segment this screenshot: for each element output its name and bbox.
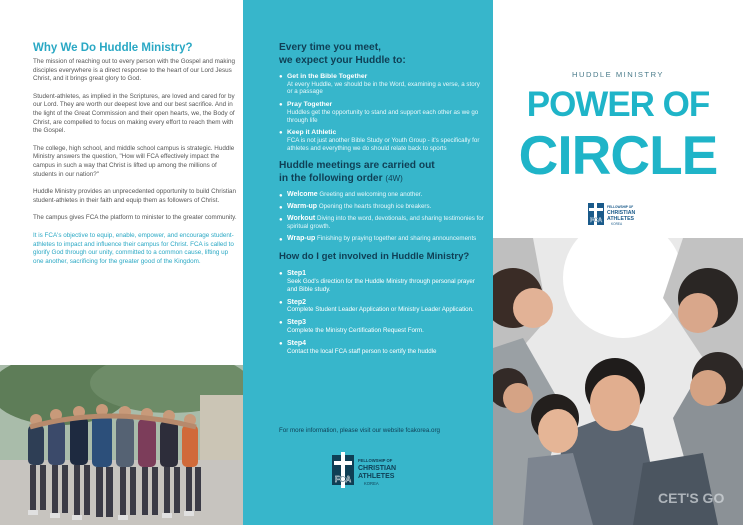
step-body: Complete Student Leader Application or Ministry Leader Application.	[287, 306, 474, 314]
item-body: FCA is not just another Bible Study or Youth Group - it's specifically for athletes and everything we do should relate back to sports	[287, 136, 480, 152]
heading-line: we expect your Huddle to:	[279, 54, 406, 66]
item-body: Diving into the word, devotionals, and sharing testimonies for spiritual growth.	[287, 215, 484, 231]
list-item	[279, 235, 484, 243]
step-body: Seek God's direction for the Huddle Ministry through personal prayer and Bible study.	[287, 277, 475, 293]
bullet-icon: ●	[279, 320, 283, 327]
bullet-icon: ●	[279, 193, 283, 200]
step-body: Complete the Ministry Certification Request Form.	[287, 327, 424, 335]
list-item	[279, 340, 484, 356]
step-body: Contact the local FCA staff person to certify the huddle	[287, 348, 437, 356]
item-title: Warm-up	[287, 203, 318, 211]
bullet-icon: ●	[279, 102, 283, 109]
bullet-icon: ●	[279, 205, 283, 212]
item-body: Huddles get the opportunity to stand and support each other as we go through life	[287, 108, 479, 124]
huddle-circle-photo	[0, 365, 243, 525]
step-title: Step4	[287, 340, 307, 348]
list-item	[279, 203, 484, 211]
logo-line: CHRISTIAN	[358, 465, 397, 472]
paragraph: The college, high school, and middle school campus is strategic. Huddle Ministry answers the question, "How will FCA effectively impact the campus in such a way that Christ is lifted up among the millions of students in our nation?"	[33, 144, 235, 178]
why-text-block	[33, 42, 238, 275]
list-item	[279, 215, 484, 231]
logo-line: KOREA	[611, 222, 623, 226]
heading-line: Huddle meetings are carried out	[279, 160, 435, 172]
logo-mark: FCA	[334, 475, 352, 484]
list-item	[279, 299, 484, 315]
list-item	[279, 319, 484, 335]
bullet-icon: ●	[279, 299, 283, 306]
item-body: Finishing by praying together and sharing announcements	[317, 235, 477, 243]
item-title: Get in the Bible Together	[287, 73, 368, 80]
item-title: Workout	[287, 215, 316, 223]
steps-list	[279, 270, 484, 356]
logo-line: ATHLETES	[607, 216, 634, 222]
item-body: Greeting and welcoming one another.	[319, 191, 423, 199]
bullet-icon: ●	[279, 270, 283, 277]
list-item	[279, 191, 484, 199]
item-title: Welcome	[287, 191, 318, 199]
shirt-print: CET'S GO	[658, 490, 725, 506]
cover-panel	[493, 0, 743, 525]
order-list	[279, 191, 484, 243]
heading-line: Every time you meet,	[279, 42, 381, 53]
logo-line: FELLOWSHIP OF	[607, 205, 634, 209]
heading-suffix: (4W)	[385, 173, 403, 183]
huddle-lowangle-photo	[493, 238, 743, 525]
cover-subtitle: HUDDLE MINISTRY	[572, 70, 664, 79]
heading-line: in the following order	[279, 172, 383, 184]
bullet-icon: ●	[279, 74, 283, 80]
item-title: Wrap-up	[287, 235, 316, 243]
logo-line: KOREA	[364, 481, 379, 486]
more-info-link[interactable]: For more information, please visit our website fcakorea.org	[279, 427, 440, 434]
list-item	[279, 73, 484, 96]
step-title: Step3	[287, 319, 307, 327]
item-title: Pray Together	[287, 101, 333, 109]
paragraph: The mission of reaching out to every person with the Gospel and making disciples everywhere is a direct response to the heart of our Lord Jesus Christ, and it brings great glory to God.	[33, 58, 235, 83]
logo-line: ATHLETES	[358, 473, 395, 480]
fca-logo	[586, 201, 656, 227]
bullet-icon: ●	[279, 130, 283, 137]
logo-mark: FCA	[589, 218, 603, 224]
bullet-icon: ●	[279, 237, 283, 244]
logo-line: FELLOWSHIP OF	[358, 458, 393, 463]
bullet-icon: ●	[279, 341, 283, 348]
cover-title-line1: POWER OF	[526, 85, 710, 124]
paragraph: The campus gives FCA the platform to minister to the greater community.	[33, 214, 237, 222]
item-body: At every Huddle, we should be in the Word, examining a verse, a story or a passage	[287, 80, 480, 96]
list-item	[279, 101, 484, 124]
huddle-guide	[279, 42, 484, 361]
item-title: Keep it Athletic	[287, 129, 337, 137]
list-item	[279, 270, 484, 294]
cover-title-line2: CIRCLE	[518, 124, 718, 186]
fca-logo	[330, 451, 410, 491]
involvement-heading: How do I get involved in Huddle Ministry?	[279, 251, 470, 263]
expectations-list	[279, 73, 484, 152]
paragraph: Student-athletes, as implied in the Scriptures, are loved and cared for by our Lord. They are worth our deepest love and our best sacrifice. And in the light of the Great Commission and their open hearts, we, the Body of Christ, are compelled to focus on making every effort to reach them with the Gospel.	[33, 92, 235, 135]
expectations-heading	[279, 42, 484, 67]
logo-line: CHRISTIAN	[607, 210, 636, 216]
left-panel	[0, 0, 243, 525]
objective-highlight: It is FCA's objective to equip, enable, empower, and encourage student-athletes to impact and influence their campus for Christ. FCA is called to glorify God through our unity, committed to a common cause, lifting up one another, sacrificing for the greater good of the Kingdom.	[33, 231, 234, 265]
list-item	[279, 129, 484, 152]
middle-panel	[243, 0, 493, 525]
why-heading: Why We Do Huddle Ministry?	[33, 42, 193, 54]
step-title: Step2	[287, 298, 307, 306]
paragraph: Huddle Ministry provides an unprecedented opportunity to build Christian student-athletes in their faith and equip them as followers of Christ.	[33, 188, 237, 204]
step-title: Step1	[287, 269, 307, 277]
item-body: Opening the hearts through ice breakers.	[318, 203, 432, 211]
order-heading	[279, 160, 484, 185]
bullet-icon: ●	[279, 217, 283, 224]
